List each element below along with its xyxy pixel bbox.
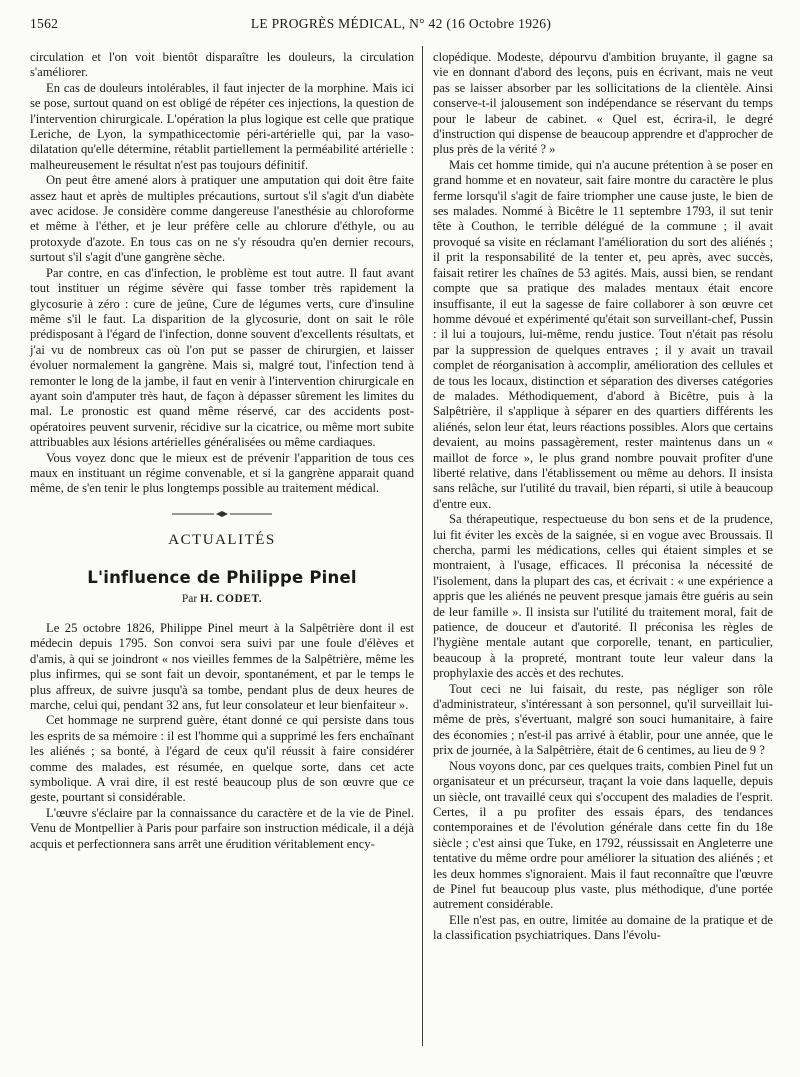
paragraph: Mais cet homme timide, qui n'a aucune prétention à se poser en grand homme et en novateur, sait faire montre du caractère le plus ferme lorsqu'il s'agit de faire triompher une cause juste, le bien de ses malades. Nommé à Bicêtre le 11 septembre 1793, il sut tenir tête à Couthon, le terrible délégué de la commune ; il avait provoqué sa visite en réclamant l'amélioration du sort des aliénés ; il prit la responsabilité de la tenter et, peu après, avec succès, faisait retirer les chaînes de 53 agités. Mais, aussi bien, se rendant compte que sa pratique des malades mentaux était encore insuffisante, il eut la sagesse de faire collaborer à son œuvre cet homme dévoué et expérimenté qu'était son surveillant-chef, Pussin : il lui a toujours, lui-même, rendu justice. Tout n'était pas résolu par la suppression de quelques entraves ; il y avait un travail complet de réorganisation à accomplir, amélioration des cellules et de tous les locaux, distinction et séparation des diverses catégories de malades. Méthodiquement, d'abord à Bicêtre, puis à la Salpêtrière, il s'applique à séparer en des quartiers différents les aliénés, selon leur état, leurs réactions possibles. Alors que certains devaient, au moins passagèrement, rester maintenus dans un « maillot de force », le plus grand nombre pouvait profiter d'une liberté relative, dans l'établissement ou même au dehors. Il insista sans relâche, sur l'utilité du travail, bien réparti, si utile à beaucoup d'entre eux. [433,157,773,511]
paragraph: clopédique. Modeste, dépourvu d'ambition bruyante, il gagne sa vie en donnant d'abord des leçons, puis en écrivant, mais ne veut pas se laisser absorber par les sollicitations de la clientèle. Ainsi conserve-t-il jalousement son indépendance se réservant du temps pour le labeur de cabinet. « Quel est, écrira-il, le degré d'instruction qui dispense de beaucoup apprendre et d'approcher de plus près de la vérité ? » [433,50,773,157]
ornament-icon [172,509,272,519]
byline-prefix: Par [181,592,198,605]
paragraph: Par contre, en cas d'infection, le problème est tout autre. Il faut avant tout instituer un régime sévère qui fasse tomber très rapidement la glycosurie à zéro : cure de jeûne, Cure de légumes verts, cure d'insuline même s'il le faut. La disparition de la glycosurie, dont on sait le rôle prédisposant à l'égard de l'infection, donne souvent d'excellents résultats, et j'ai vu de nombreux cas où l'on put se passer de chirurgien, et laisser évoluer normalement la gangrène. Mais si, malgré tout, l'infection tend à remonter le long de la jambe, il faut en venir à l'intervention chirurgicale en ayant soin d'amputer très haut, de façon à dépasser sûrement les limites du mal. Le pronostic est quand même réservé, car des accidents post-opératoires peuvent survenir, récidive sur la cicatrice, ou même mort subite attribuables aux lésions artérielles généralisées ou même cardiaques. [30,265,414,450]
page-header [30,14,772,34]
journal-title: LE PROGRÈS MÉDICAL, N° 42 (16 Octobre 1926) [250,16,552,31]
left-column [30,50,414,852]
article-title: L'influence de Philippe Pinel [87,568,357,588]
paragraph: circulation et l'on voit bientôt disparaître les douleurs, la circulation s'améliorer. [30,50,414,80]
byline [30,592,414,607]
paragraph: Cet hommage ne surprend guère, étant donné ce qui persiste dans tous les esprits de sa mémoire : il est l'homme qui a supprimé les fers enchaînant les aliénés ; sa bonté, à l'égard de ceux qu'il réussit à faire considérer comme des malades, est résumée, en quelque sorte, dans cet acte symbolique. A vrai dire, il est resté beaucoup plus de son œuvre que ce geste, pourtant si considérable. [30,713,414,805]
paragraph: Tout ceci ne lui faisait, du reste, pas négliger son rôle d'administrateur, s'intéressant à son personnel, qu'il surveillait lui-même de près, s'évertuant, malgré son souci humanitaire, à faire des économies ; n'est-il pas arrivé à établir, pour une année, que le prix de journée, à la Salpêtrière, était de 6 centimes, au lieu de 9 ? [433,681,773,758]
section-separator [30,505,414,525]
section-title: ACTUALITÉS [168,531,276,548]
author-name: H. CODET. [200,592,263,605]
page-number: 1562 [30,16,59,31]
paragraph: Nous voyons donc, par ces quelques traits, combien Pinel fut un organisateur et un précurseur, traçant la voie dans laquelle, depuis un siècle, ont travaillé ceux qui s'occupent des maladies de l'esprit. Certes, il a pu profiter des essais épars, des tendances contemporaines et de l'évolution générale dans cette fin du 18e siècle ; c'est ainsi que Tuke, en 1792, réussissait en Angleterre une tentative du même ordre pour améliorer la situation des aliénés ; et les deux hommes s'ignoraient. Mais il faut reconnaître que l'œuvre de Pinel fut beaucoup plus vaste, plus méthodique, d'une portée autrement considérable. [433,758,773,912]
paragraph: Vous voyez donc que le mieux est de prévenir l'apparition de tous ces maux en instituant un régime convenable, et si la gangrène apparait quand même, de s'en tenir le plus longtemps possible au traitement médical. [30,450,414,496]
column-divider [422,46,423,1046]
paragraph: On peut être amené alors à pratiquer une amputation qui doit être faite assez haut et après de multiples précautions, surtout s'il s'agit d'un diabète avec acidose. Je considère comme dangereuse l'anesthésie au chloroforme et même à l'éther, et je leur préfère celle au chlorure d'éthyle, ou au protoxyde d'azote. En tous cas on ne s'y résoudra qu'en dernier recours, surtout s'il s'agit d'une gangrène sèche. [30,173,414,265]
right-column [433,50,773,944]
paragraph: En cas de douleurs intolérables, il faut injecter de la morphine. Mais ici se pose, surtout quand on est obligé de répéter ces injections, la question de l'intervention chirurgicale. L'opération la plus logique est celle que pratique Leriche, de Lyon, la sympathicectomie péri-artérielle qui, par la vaso-dilatation qu'elle détermine, rétablit partiellement la perméabilité artérielle : malheureusement le résultat n'est pas toujours définitif. [30,80,414,172]
paragraph: Elle n'est pas, en outre, limitée au domaine de la pratique et de la classification psychiatriques. Dans l'évolu- [433,912,773,943]
paragraph: L'œuvre s'éclaire par la connaissance du caractère et de la vie de Pinel. Venu de Montpellier à Paris pour parfaire son instruction médicale, il a déjà acquis et perfectionnera sans arrêt une érudition véritablement ency- [30,805,414,851]
paragraph: Le 25 octobre 1826, Philippe Pinel meurt à la Salpêtrière dont il est médecin depuis 1795. Son convoi sera suivi par une foule d'élèves et d'amis, à qui se joindront « nos vieilles femmes de la Salpêtrière, même les plus infirmes, qui se sont fait un devoir, spontanément, et par le temps le plus affreux, de suivre jusqu'à sa tombe, pendant plus de deux heures de marche, celui qui, pendant 32 ans, fut leur consolateur et leur bienfaiteur ». [30,621,414,713]
paragraph: Sa thérapeutique, respectueuse du bon sens et de la prudence, lui fit éviter les excès de la saignée, si en vogue avec Broussais. Il chercha, parmi les médications, celles qui étaient simples et se montraient, à l'usage, efficaces. Il préconisa la nécessité de l'isolement, dans la plupart des cas, et écrivait : « une expérience a appris que les aliénés ne peuvent presque jamais être guéris au sein de leur famille ». Il insista sur l'utilité du traitement moral, fait de patience, de douceur et d'autorité. Il préconisa les règles de l'hygiène mentale autant que corporelle, tenant, en particulier, beaucoup à la propreté, montrant toute leur valeur dans la prophylaxie des accès et des rechutes. [433,512,773,681]
